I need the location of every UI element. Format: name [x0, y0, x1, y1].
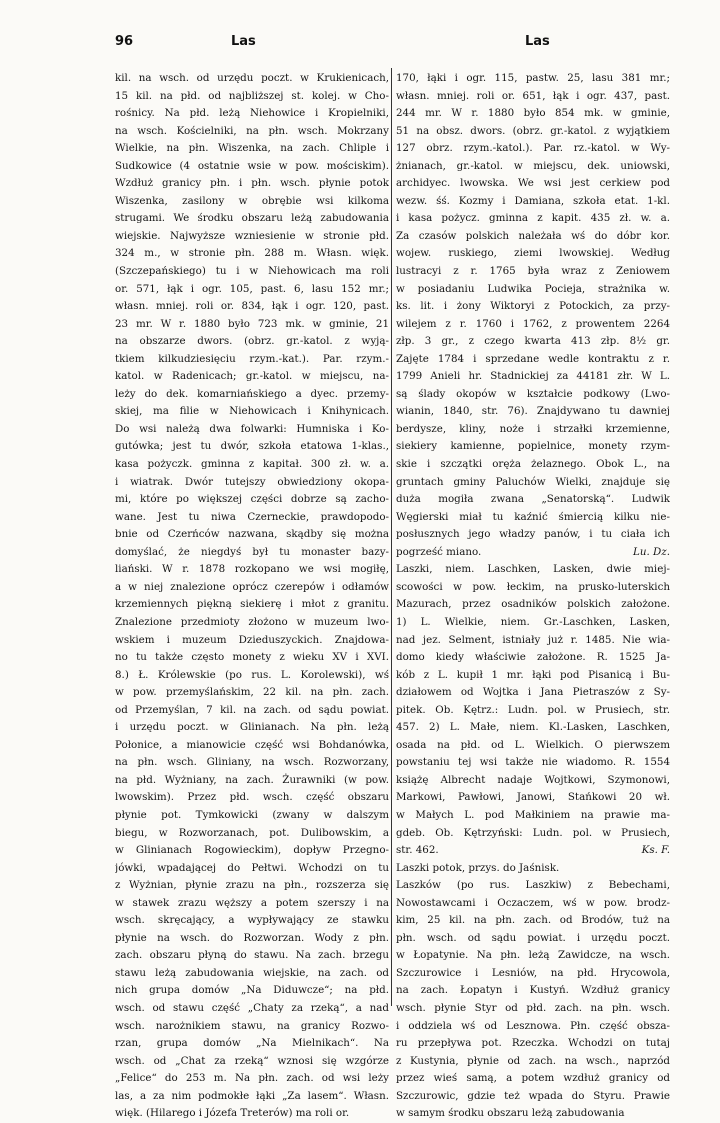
line-text: 127 obrz. rzym.-katol.). Par. rz.-katol. w Wy- — [396, 142, 670, 155]
text-line — [115, 789, 389, 807]
line-text: w samym środku obszaru leżą zabudowania — [396, 1107, 625, 1120]
text-line — [396, 70, 670, 88]
text-line — [396, 877, 670, 895]
line-text: „Felice“ do 253 m. Na płn. zach. od wsi leży — [115, 1072, 389, 1085]
running-head-left: Las — [231, 34, 256, 49]
text-line — [396, 210, 670, 228]
line-text: 457. 2) L. Małe, niem. Kl.-Lasken, Laschken, — [396, 721, 670, 734]
text-line — [115, 807, 389, 825]
text-line — [115, 1070, 389, 1088]
text-line — [115, 175, 389, 193]
line-text: (Szczepańskiego) tu i w Niehowicach ma roli — [115, 265, 389, 278]
text-line — [396, 1070, 670, 1088]
text-line — [396, 351, 670, 369]
line-text: siekiery kamienne, popielnice, monety rzym- — [396, 440, 670, 453]
text-line — [115, 403, 389, 421]
text-line — [396, 421, 670, 439]
text-line — [115, 596, 389, 614]
line-text: 23 mr. W r. 1880 było 723 mk. w gminie, 21 — [115, 317, 389, 330]
text-line — [396, 438, 670, 456]
line-text: 8.) Ł. Królewskie (po rus. L. Korolewski), wś — [115, 668, 389, 681]
text-line — [115, 491, 389, 509]
line-text: or. 571, łąk i ogr. 105, past. 6, lasu 152 mr.; — [115, 282, 389, 295]
text-line — [396, 140, 670, 158]
text-line — [396, 860, 670, 878]
line-text: wsch. narożnikiem stawu, na granicy Rozwo- — [115, 1019, 389, 1032]
line-text: skiej, ma filie w Niehowicach i Knihynicach. — [115, 405, 389, 418]
text-line — [396, 474, 670, 492]
text-line — [115, 772, 389, 790]
text-line — [115, 386, 389, 404]
line-text: wilejem z r. 1760 i 1762, z prowentem 2264 — [396, 317, 670, 330]
line-text: mi, które po większej części dobrze są zacho- — [115, 493, 389, 506]
line-text: 51 na obsz. dwors. (obrz. gr.-katol. z wyjątkiem — [396, 124, 670, 137]
line-text: osada na płd. od L. Wielkich. O pierwszem — [396, 738, 670, 751]
text-line — [396, 175, 670, 193]
line-text: przez wieś samą, a potem wzdłuż granicy od — [396, 1072, 670, 1085]
line-text: i wiatrak. Dwór tutejszy obwiedziony okopa- — [115, 475, 389, 488]
text-line — [396, 965, 670, 983]
line-text: str. 462. — [396, 844, 439, 857]
author-signature: Lu. Dz. — [633, 545, 670, 558]
text-line — [115, 316, 389, 334]
line-text: na wsch. Kościelniki, na płn. wsch. Mokrzany — [115, 124, 389, 137]
text-line — [396, 667, 670, 685]
line-text: na płd. Wyżniany, na zach. Żurawniki (w pow. — [115, 773, 389, 786]
text-line — [115, 210, 389, 228]
text-line — [396, 789, 670, 807]
text-line — [115, 333, 389, 351]
line-text: Zajęte 1784 i sprzedane wedle kontraktu z r. — [396, 352, 670, 365]
line-text: 1) L. Wielkie, niem. Gr.-Laschken, Lasken, — [396, 615, 670, 628]
line-text: płynie na wsch. do Rozworzan. Wody z płn. — [115, 931, 389, 944]
line-text: wane. Jest tu niwa Czerneckie, prawdopodo- — [115, 510, 389, 523]
line-text: lwowskim). Przez płd. wsch. część obszaru — [115, 791, 389, 804]
text-line — [115, 158, 389, 176]
text-line — [115, 88, 389, 106]
text-line — [115, 982, 389, 1000]
line-text: w Małych L. pod Małkiniem na prawie ma- — [396, 808, 670, 821]
text-line — [115, 930, 389, 948]
line-text: Laszków (po rus. Laszkiw) z Bebechami, — [396, 879, 670, 892]
text-line — [115, 684, 389, 702]
text-line — [396, 719, 670, 737]
text-line — [396, 807, 670, 825]
line-text: posłusznych jego władzy panów, i tu ciała ich — [396, 528, 670, 541]
line-text: gutówka; jest tu dwór, szkoła etatowa 1-klas., — [115, 440, 389, 453]
line-text: berdysze, kliny, noże i strzałki krzemienne, — [396, 422, 670, 435]
line-text: Laszki potok, przys. do Jaśnisk. — [396, 861, 560, 874]
text-line — [115, 70, 389, 88]
line-text: stawu leżą zabudowania wiejskie, na zach. od — [115, 966, 389, 979]
text-line — [396, 632, 670, 650]
line-text: kasa pożyczk. gminna z kapitał. 300 zł. w. a. — [115, 458, 389, 471]
line-text: kim, 25 kil. na płn. zach. od Brodów, tuż na — [396, 914, 670, 927]
text-line — [115, 912, 389, 930]
line-text: ks. lit. i żony Wiktoryi z Potockich, za przy- — [396, 300, 670, 313]
line-text: Mazurach, przez osadników polskich założone. — [396, 598, 670, 611]
text-line — [396, 88, 670, 106]
text-line — [115, 702, 389, 720]
text-line — [115, 368, 389, 386]
line-text: no tu także często monety z wieku XV i XVI. — [115, 651, 389, 664]
text-line — [115, 614, 389, 632]
text-line — [396, 579, 670, 597]
text-line — [115, 719, 389, 737]
text-line — [115, 544, 389, 562]
text-line — [115, 281, 389, 299]
line-text: na płn. wsch. Gliniany, na wsch. Rozworzany, — [115, 756, 389, 769]
text-line — [115, 474, 389, 492]
text-line — [396, 842, 670, 860]
text-line — [396, 895, 670, 913]
page-number: 96 — [115, 34, 134, 49]
text-line — [396, 982, 670, 1000]
right-text-column — [396, 70, 670, 1123]
text-line — [115, 1000, 389, 1018]
author-signature: Ks. F. — [641, 844, 670, 857]
line-text: i kasa pożycz. gminna z kapit. 435 zł. w. a. — [396, 212, 670, 225]
line-text: wskiem i muzeum Dzieduszyckich. Znajdowa- — [115, 633, 389, 646]
text-line — [115, 947, 389, 965]
text-line — [396, 544, 670, 562]
text-line — [396, 614, 670, 632]
text-line — [396, 1053, 670, 1071]
text-line — [396, 316, 670, 334]
line-text: zach. obszaru płyną do stawu. Na zach. brzegu — [115, 949, 389, 962]
line-text: biegu, w Rozworzanach, pot. Dulibowskim, a — [115, 826, 389, 839]
text-line — [115, 263, 389, 281]
line-text: Wiszenka, zasilony w obrębie wsi kilkoma — [115, 194, 389, 207]
text-line — [396, 825, 670, 843]
text-line — [396, 456, 670, 474]
line-text: na zach. Łopatyn i Kustyń. Wzdłuż granicy — [396, 984, 670, 997]
line-text: Sudkowice (4 ostatnie wsie w pow. mościskim). — [115, 159, 389, 172]
text-line — [396, 754, 670, 772]
line-text: w stawek zrazu węższy a potem szerszy i na — [115, 896, 389, 909]
line-text: więk. (Hilarego i Józefa Treterów) ma roli or. — [115, 1107, 350, 1120]
text-line — [115, 579, 389, 597]
text-line — [396, 263, 670, 281]
text-line — [396, 526, 670, 544]
text-line — [115, 825, 389, 843]
line-text: z Kustynia, płynie od zach. na wsch., naprzód — [396, 1054, 670, 1067]
line-text: od Przemyślan, 7 kil. na zach. od sądu powiat. — [115, 703, 389, 716]
line-text: liański. W r. 1878 rozkopano we wsi mogiłę, — [115, 563, 389, 576]
text-line — [115, 754, 389, 772]
text-line — [396, 596, 670, 614]
running-head-right: Las — [525, 34, 550, 49]
line-text: rośnicy. Na płd. leżą Niehowice i Kropielniki, — [115, 107, 389, 120]
line-text: 244 mr. W r. 1880 było 854 mk. w gminie, — [396, 107, 670, 120]
line-text: domyślać, że niegdyś był tu monaster bazy- — [115, 545, 389, 558]
line-text: i urzędu poczt. w Glinianach. Na płn. leżą — [115, 721, 389, 734]
line-text: wezw. śś. Kozmy i Damiana, szkoła etat. 1-kl. — [396, 194, 670, 207]
line-text: Szczurowic, gdzie też wpada do Styru. Prawie — [396, 1089, 670, 1102]
line-text: działowem od Wojtka i Jana Pietraszów z Sy- — [396, 686, 670, 699]
text-line — [115, 298, 389, 316]
text-line — [396, 1018, 670, 1036]
text-line — [396, 193, 670, 211]
column-divider — [391, 68, 392, 1006]
text-line — [115, 228, 389, 246]
line-text: domo kiedy właściwie założone. R. 1525 Ja- — [396, 651, 670, 664]
text-line — [396, 333, 670, 351]
line-text: Szczurowice i Lesniów, na płd. Hrycowola, — [396, 966, 670, 979]
line-text: własn. mniej. roli or. 651, łąk i ogr. 437, past. — [396, 89, 670, 102]
line-text: wojew. ruskiego, ziemi lwowskiej. Według — [396, 247, 670, 260]
text-line — [115, 526, 389, 544]
text-line — [115, 509, 389, 527]
line-text: powstaniu tej wsi także nie wiadomo. R. 1554 — [396, 756, 670, 769]
line-text: 324 m., w stronie płn. 288 m. Własn. więk. — [115, 247, 389, 260]
line-text: własn. mniej. roli or. 834, łąk i ogr. 120, past. — [115, 300, 389, 313]
text-line — [396, 228, 670, 246]
text-line — [115, 877, 389, 895]
text-line — [115, 123, 389, 141]
line-text: Węgierski miał tu kaźnić śmiercią kilku nie- — [396, 510, 670, 523]
text-line — [396, 684, 670, 702]
text-line — [115, 1105, 389, 1123]
text-line — [396, 123, 670, 141]
text-line — [396, 368, 670, 386]
line-text: żnianach, gr.-katol. w miejscu, dek. uniowski, — [396, 159, 670, 172]
text-line — [396, 105, 670, 123]
line-text: Połonice, a mianowicie część wsi Bohdanówka, — [115, 738, 389, 751]
line-text: nich grupa domów „Na Diduwcze“; na płd. — [115, 984, 389, 997]
text-line — [396, 403, 670, 421]
line-text: nad jez. Selment, istniały już r. 1485. Nie wia- — [396, 633, 670, 646]
text-line — [396, 772, 670, 790]
line-text: tkiem kilkudziesięciu rzym.-kat.). Par. rzym.- — [115, 352, 389, 365]
line-text: na obszarze dwors. (obrz. gr.-katol. z wyją- — [115, 335, 389, 348]
text-line — [115, 1053, 389, 1071]
line-text: Nowostawcami i Oczaczem, wś w pow. brodz- — [396, 896, 670, 909]
line-text: Markowi, Pawłowi, Janowi, Stańkowi 20 wł. — [396, 791, 670, 804]
line-text: Za czasów polskich należała wś do dóbr kor. — [396, 229, 670, 242]
line-text: płn. wsch. od sądu powiat. i urzędu poczt. — [396, 931, 670, 944]
line-text: jówki, wpadającej do Pełtwi. Wchodzi on tu — [115, 861, 389, 874]
line-text: Do wsi należą dwa folwarki: Humniska i Ko- — [115, 422, 389, 435]
line-text: w Łopatynie. Na płn. leżą Zawidcze, na wsch. — [396, 949, 670, 962]
line-text: 1799 Anieli hr. Stadnickiej za 44181 złr. W L. — [396, 370, 670, 383]
text-line — [115, 632, 389, 650]
line-text: 170, łąki i ogr. 115, pastw. 25, lasu 381 mr.; — [396, 72, 670, 84]
text-line — [115, 421, 389, 439]
line-text: bnie od Czerńców nazwana, skądby się można — [115, 528, 389, 541]
line-text: złp. 3 gr., z czego kwarta 413 złp. 8½ gr. — [396, 335, 670, 348]
line-text: pitek. Ob. Kętrz.: Ludn. pol. w Prusiech, str. — [396, 703, 670, 716]
text-line — [396, 281, 670, 299]
line-text: i oddziela wś od Lesznowa. Płn. część obsza- — [396, 1019, 670, 1032]
line-text: wianin, 1840, str. 76). Znajdywano tu dawniej — [396, 405, 670, 418]
line-text: gruntach gminy Paluchów Wielki, znajduje się — [396, 475, 670, 488]
text-line — [115, 193, 389, 211]
text-line — [115, 456, 389, 474]
text-line — [115, 105, 389, 123]
line-text: a w niej znalezione oprócz czerepów i odłamów — [115, 580, 389, 593]
line-text: skie i szczątki oręża żelaznego. Obok L., na — [396, 458, 670, 471]
text-line — [115, 860, 389, 878]
line-text: gdeb. Ob. Kętrzyński: Ludn. pol. w Prusiech, — [396, 826, 670, 839]
line-text: 15 kil. na płd. od najbliższej st. kolej. w Cho- — [115, 89, 389, 102]
line-text: archidyec. lwowska. We wsi jest cerkiew pod — [396, 177, 670, 190]
line-text: scowości w pow. łeckim, na prusko-luterskich — [396, 580, 670, 593]
text-line — [396, 298, 670, 316]
line-text: Znalezione przedmioty złożono w muzeum lwo- — [115, 615, 389, 628]
text-line — [115, 245, 389, 263]
line-text: ru przepływa pot. Rzeczka. Wchodzi on tutaj — [396, 1037, 670, 1050]
line-text: lustracyi z r. 1765 była wraz z Zeniowem — [396, 265, 670, 278]
text-line — [115, 561, 389, 579]
line-text: duża mogiła zwana „Senatorską“. Ludwik — [396, 493, 670, 506]
text-line — [115, 965, 389, 983]
line-text: wsch. od stawu część „Chaty za rzeką“, a nad — [115, 1001, 389, 1014]
line-text: kil. na wsch. od urzędu poczt. w Krukienicach, — [115, 72, 389, 84]
line-text: Laszki, niem. Laschken, Lasken, dwie miej- — [396, 563, 670, 576]
text-line — [115, 351, 389, 369]
text-line — [115, 140, 389, 158]
line-text: Wielkie, na płn. Wiszenka, na zach. Chliple i — [115, 142, 389, 155]
line-text: w posiadaniu Ludwika Pocieja, strażnika w. — [396, 282, 670, 295]
text-line — [396, 509, 670, 527]
line-text: kób z L. kupił 1 mr. łąki pod Pisanicą i Bu- — [396, 668, 670, 681]
line-text: w Glinianach Rogowieckim), dopływ Przegno- — [115, 844, 389, 857]
text-line — [396, 158, 670, 176]
line-text: w pow. przemyślańskim, 22 kil. na płn. zach. — [115, 686, 389, 699]
text-line — [396, 491, 670, 509]
text-line — [396, 930, 670, 948]
text-line — [115, 842, 389, 860]
text-line — [396, 561, 670, 579]
text-line — [396, 386, 670, 404]
text-line — [115, 649, 389, 667]
line-text: katol. w Radenicach; gr.-katol. w miejscu, na- — [115, 370, 389, 383]
text-line — [115, 438, 389, 456]
line-text: krzemiennych piękną siekierę i młot z granitu. — [115, 598, 389, 611]
text-line — [396, 245, 670, 263]
line-text: wsch. płynie Styr od płd. zach. na płn. wsch. — [396, 1001, 670, 1014]
text-line — [396, 649, 670, 667]
left-text-column — [115, 70, 389, 1123]
text-line — [396, 947, 670, 965]
line-text: las, a za nim podmokłe łąki „Za lasem“. Własn. — [115, 1089, 389, 1102]
text-line — [396, 1000, 670, 1018]
line-text: pogrześć miano. — [396, 545, 482, 558]
text-line — [396, 1105, 670, 1123]
text-line — [115, 1018, 389, 1036]
line-text: wiejskie. Najwyższe wzniesienie w stronie płd. — [115, 229, 389, 242]
line-text: z Wyżnian, płynie zrazu na płn., rozszerza się — [115, 879, 389, 892]
line-text: wsch. skręcający, a wypływający ze stawku — [115, 914, 389, 927]
text-line — [396, 737, 670, 755]
text-line — [396, 1088, 670, 1106]
text-line — [115, 1088, 389, 1106]
line-text: Wzdłuż granicy płn. i płn. wsch. płynie potok — [115, 177, 389, 190]
text-line — [396, 702, 670, 720]
text-line — [115, 667, 389, 685]
text-line — [115, 895, 389, 913]
text-line — [396, 1035, 670, 1053]
line-text: leży do dek. komarniańskiego a dyec. przemy- — [115, 387, 389, 400]
text-line — [396, 912, 670, 930]
line-text: strugami. We środku obszaru leżą zabudowania — [115, 212, 389, 225]
line-text: wsch. od „Chat za rzeką“ wznosi się wzgórze — [115, 1054, 389, 1067]
line-text: są ślady okopów w kształcie podkowy (Lwo- — [396, 387, 670, 400]
text-line — [115, 737, 389, 755]
line-text: książę Albrecht nadaje Wojtkowi, Szymonowi, — [396, 773, 670, 786]
line-text: rzan, grupa domów „Na Mielnikach“. Na — [115, 1037, 389, 1050]
line-text: płynie pot. Tymkowicki (zwany w dalszym — [115, 808, 389, 821]
text-line — [115, 1035, 389, 1053]
